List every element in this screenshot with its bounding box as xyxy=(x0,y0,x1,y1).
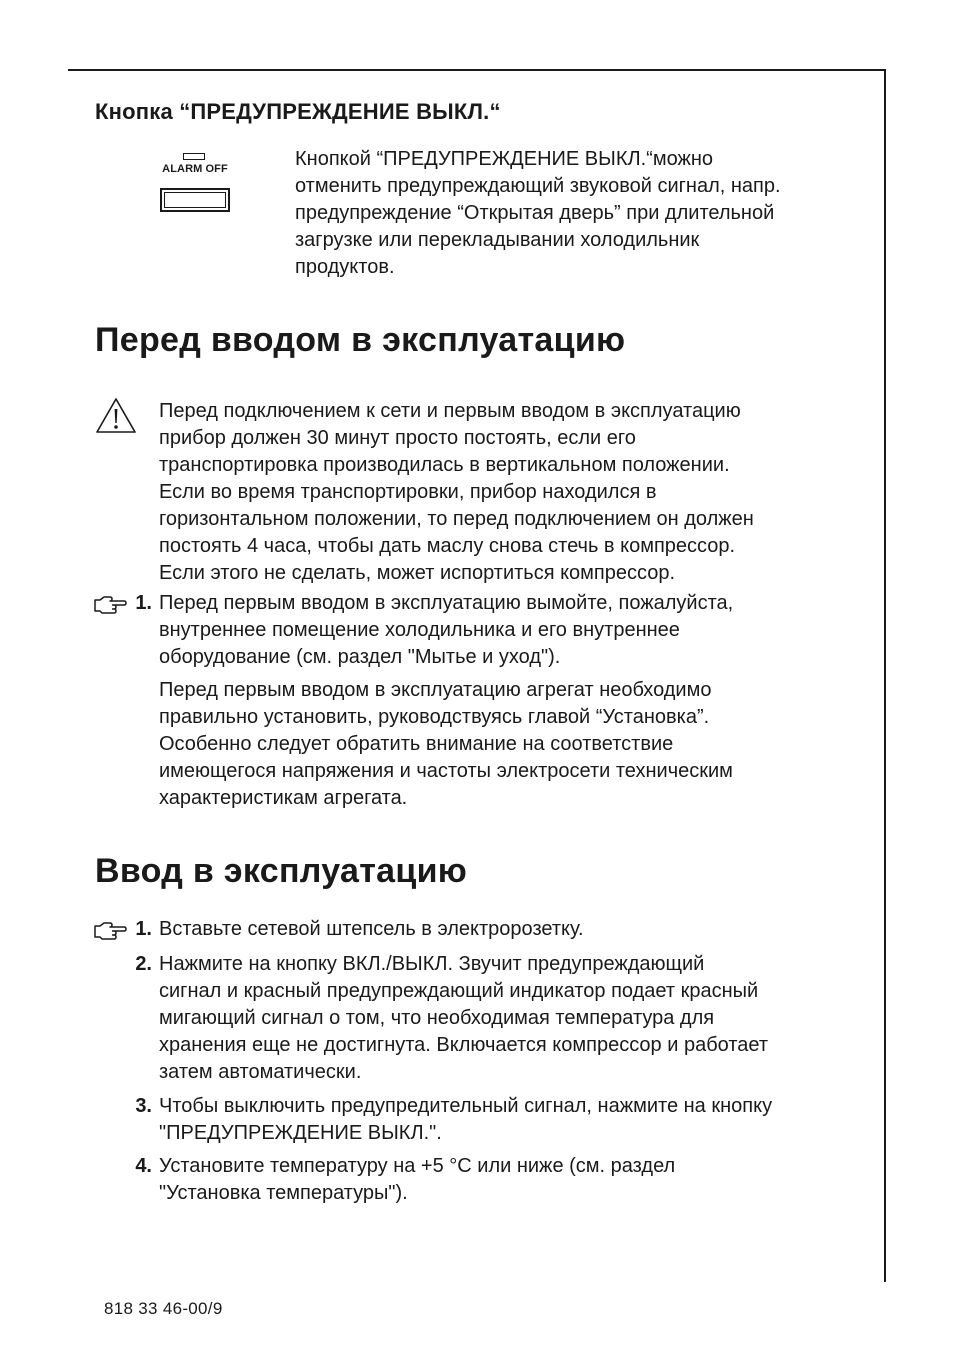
document-code: 818 33 46-00/9 xyxy=(104,1299,223,1318)
text-line: постоять 4 часа, чтобы дать маслу снова стечь в компрессор. xyxy=(159,535,736,557)
text-line: хранения еще не достигнута. Включается компрессор и работает xyxy=(159,1034,769,1056)
text-line: Если во время транспортировки, прибор находился в xyxy=(159,481,657,503)
warning-triangle-icon xyxy=(94,396,138,436)
text-line: прибор должен 30 минут просто постоять, если его xyxy=(159,427,636,449)
step-number: 2. xyxy=(135,953,152,975)
text-line: Перед подключением к сети и первым вводом в эксплуатацию xyxy=(159,400,741,422)
text-line: горизонтальном положении, то перед подключением он должен xyxy=(159,508,754,530)
text-line: продуктов. xyxy=(295,256,395,278)
installation-note xyxy=(159,677,733,812)
text-line: транспортировка производилась в вертикальном положении. xyxy=(159,454,730,476)
text-line: загрузке или перекладывании холодильник xyxy=(295,229,700,251)
text-line: Особенно следует обратить внимание на соответствие xyxy=(159,733,674,755)
text-line: Перед первым вводом в эксплуатацию агрегат необходимо xyxy=(159,679,712,701)
text-line: мигающий сигнал о том, что необходимая температура для xyxy=(159,1007,715,1029)
text-line: Если этого не сделать, может испортиться компрессор. xyxy=(159,562,676,584)
text-line: Чтобы выключить предупредительный сигнал, нажмите на кнопку xyxy=(159,1095,773,1117)
text-line: Перед первым вводом в эксплуатацию вымойте, пожалуйста, xyxy=(159,592,734,614)
text-line: Установите температуру на +5 °C или ниже (см. раздел xyxy=(159,1155,676,1177)
text-line: затем автоматически. xyxy=(159,1061,362,1083)
text-line: правильно установить, руководствуясь главой “Установка”. xyxy=(159,706,710,728)
text-line: оборудование (см. раздел "Мытье и уход"). xyxy=(159,646,561,668)
text-line: "Установка температуры"). xyxy=(159,1182,408,1204)
step-number: 3. xyxy=(135,1095,152,1117)
pointing-hand-icon xyxy=(94,594,128,614)
alarm-led-icon xyxy=(183,153,205,160)
alarm-off-control xyxy=(158,150,232,218)
startup-heading: Ввод в эксплуатацию xyxy=(95,852,468,890)
step-number: 1. xyxy=(135,592,152,614)
text-line: отменить предупреждающий звуковой сигнал, напр. xyxy=(295,175,781,197)
text-line: характеристикам агрегата. xyxy=(159,787,408,809)
step-text xyxy=(159,1093,772,1147)
step-text xyxy=(159,951,768,1086)
alarm-off-label: ALARM OFF xyxy=(162,163,228,175)
step-text xyxy=(159,590,733,671)
text-line: имеющегося напряжения и частоты электросети техническим xyxy=(159,760,733,782)
before-startup-heading: Перед вводом в эксплуатацию xyxy=(95,321,626,359)
text-line: Нажмите на кнопку ВКЛ./ВЫКЛ. Звучит предупреждающий xyxy=(159,953,705,975)
pointing-hand-icon xyxy=(94,920,128,940)
right-rule xyxy=(884,69,886,1282)
text-line: сигнал и красный предупреждающий индикатор подает красный xyxy=(159,980,759,1002)
top-rule xyxy=(68,69,886,71)
text-line: предупреждение “Открытая дверь” при длительной xyxy=(295,202,775,224)
step-number: 1. xyxy=(135,918,152,940)
step-text xyxy=(159,1153,675,1207)
step-number: 4. xyxy=(135,1155,152,1177)
alarm-description xyxy=(295,146,781,281)
text-line: внутреннее помещение холодильника и его внутреннее xyxy=(159,619,680,641)
alarm-heading: Кнопка “ПРЕДУПРЕЖДЕНИЕ ВЫКЛ.“ xyxy=(95,99,501,124)
alarm-off-button-icon xyxy=(160,188,230,212)
text-line: Кнопкой “ПРЕДУПРЕЖДЕНИЕ ВЫКЛ.“можно xyxy=(295,148,714,170)
text-line: Вставьте сетевой штепсель в электророзетку. xyxy=(159,918,584,940)
text-line: "ПРЕДУПРЕЖДЕНИЕ ВЫКЛ.". xyxy=(159,1122,442,1144)
step-text xyxy=(159,916,584,943)
warning-text xyxy=(159,398,754,587)
